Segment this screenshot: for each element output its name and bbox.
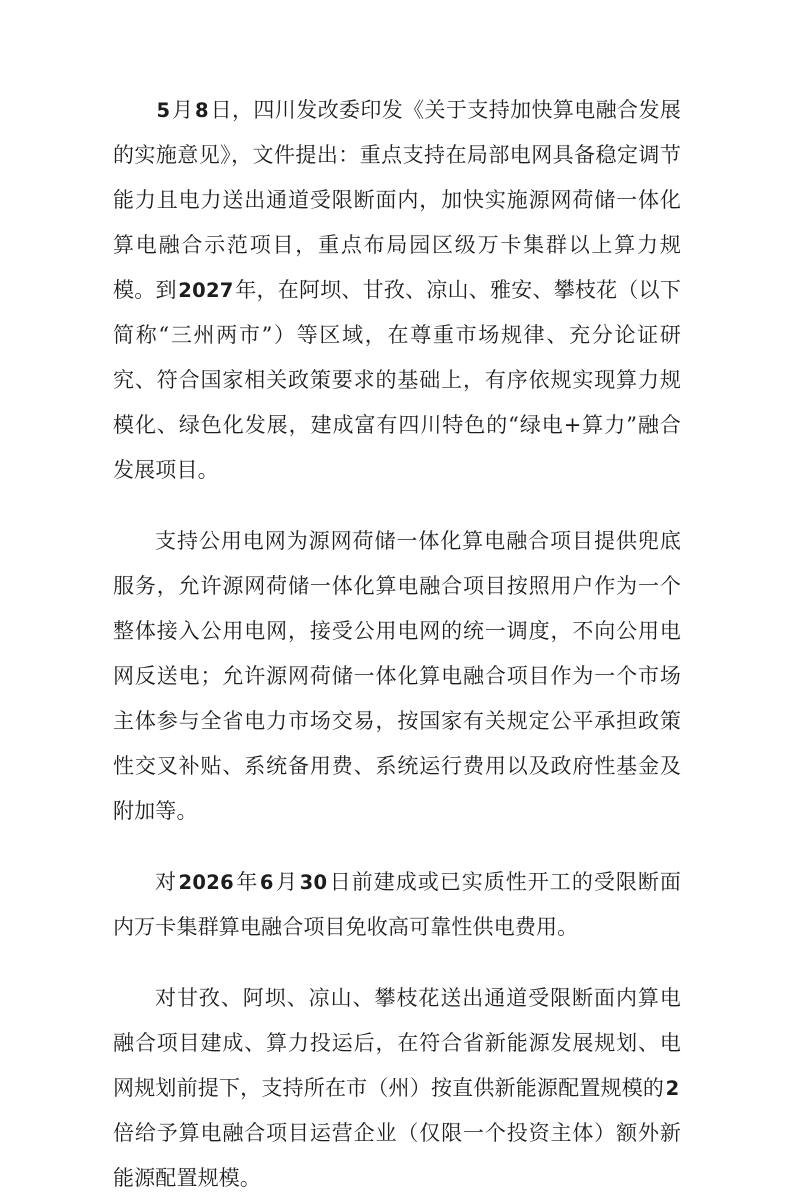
paragraph-1: 5月8日，四川发改委印发《关于支持加快算电融合发展的实施意见》，文件提出：重点支持在局部电网具备稳定调节能力且电力送出通道受限断面内，加快实施源网荷储一体化算电融合示范项目，重点布局园区级万卡集群以上算力规模。到2027年，在阿坝、甘孜、凉山、雅安、攀枝花（以下简称“三州两市”）等区域，在尊重市场规律、充分论证研究、符合国家相关政策要求的基础上，有序依规实现算力规模化、绿色化发展，建成富有四川特色的“绿电+算力”融合发展项目。 xyxy=(113,98,682,482)
inline-number: 2026 xyxy=(178,871,234,894)
document-body xyxy=(113,88,681,1201)
paragraph-2: 支持公用电网为源网荷储一体化算电融合项目提供兜底服务，允许源网荷储一体化算电融合项目按照用户作为一个整体接入公用电网，接受公用电网的统一调度，不向公用电网反送电；允许源网荷储一体化算电融合项目作为一个市场主体参与全省电力市场交易，按国家有关规定公平承担政策性交叉补贴、系统备用费、系统运行费用以及政府性基金及附加等。 xyxy=(113,529,681,823)
paragraph-4: 对甘孜、阿坝、凉山、攀枝花送出通道受限断面内算电融合项目建成、算力投运后，在符合省新能源发展规划、电网规划前提下，支持所在市（州）按直供新能源配置规模的2倍给予算电融合项目运营企业（仅限一个投资主体）额外新能源配置规模。 xyxy=(113,986,681,1190)
inline-number: 30 xyxy=(299,871,328,894)
paragraph-3: 对2026年6月30日前建成或已实质性开工的受限断面内万卡集群算电融合项目免收高可靠性供电费用。 xyxy=(113,870,681,939)
inline-number: 2 xyxy=(665,1077,680,1100)
inline-number: 8 xyxy=(195,99,209,122)
inline-number: 5 xyxy=(156,99,171,122)
inline-number: 2027 xyxy=(178,279,234,302)
inline-number: 6 xyxy=(259,871,274,894)
